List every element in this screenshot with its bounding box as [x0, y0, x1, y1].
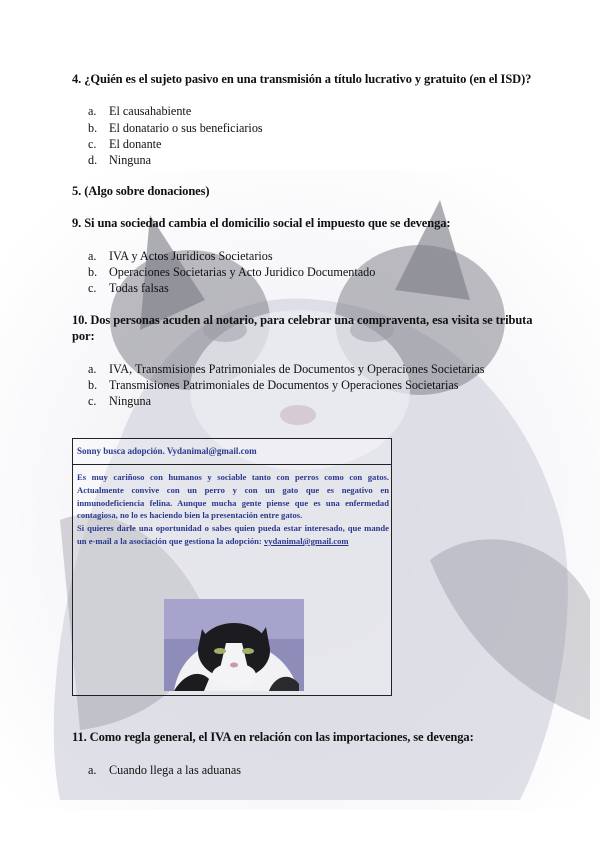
option-letter: c. — [88, 281, 97, 295]
adoption-ad-box — [72, 438, 392, 696]
question-10-option-b — [88, 378, 459, 393]
option-text: Todas falsas — [109, 281, 169, 295]
question-4-title: 4. ¿Quién es el sujeto pasivo en una transmisión a título lucrativo y gratuito (en el ISD)? — [72, 72, 532, 86]
option-letter: a. — [88, 249, 97, 263]
adoption-ad-paragraph-2 — [77, 522, 389, 548]
question-11-title: 11. Como regla general, el IVA en relación con las importaciones, se devenga: — [72, 730, 474, 744]
cat-photo — [164, 599, 304, 691]
question-10-title-line2: por: — [72, 329, 95, 343]
question-11-option-a — [88, 763, 241, 778]
question-10-title-line1: 10. Dos personas acuden al notario, para celebrar una compraventa, esa visita se tributa — [72, 313, 533, 327]
option-letter: c. — [88, 137, 97, 151]
question-9-option-c — [88, 281, 169, 296]
option-letter: a. — [88, 362, 97, 376]
option-text: Transmisiones Patrimoniales de Documentos y Operaciones Societarias — [109, 378, 459, 392]
question-5-title: 5. (Algo sobre donaciones) — [72, 184, 210, 198]
adoption-email-link[interactable]: vydanimal@gmail.com — [263, 535, 349, 546]
option-letter: c. — [88, 394, 97, 408]
question-9-title: 9. Si una sociedad cambia el domicilio social el impuesto que se devenga: — [72, 216, 451, 230]
question-4-option-d — [88, 153, 151, 168]
question-4-option-c — [88, 137, 161, 152]
option-text: Ninguna — [109, 394, 151, 408]
question-9-option-a — [88, 249, 273, 264]
option-letter: b. — [88, 265, 98, 279]
option-letter: a. — [88, 763, 97, 777]
option-letter: b. — [88, 378, 98, 392]
question-10-option-c — [88, 394, 151, 409]
option-text: IVA, Transmisiones Patrimoniales de Documentos y Operaciones Societarias — [109, 362, 485, 376]
option-text: IVA y Actos Juridicos Societarios — [109, 249, 273, 263]
adoption-ad-paragraph-2-text: Si quieres darle una oportunidad o sabes quien pueda estar interesado, que mande un e-mail a la asociación que gestiona la adopción: — [77, 523, 389, 546]
option-text: El donante — [109, 137, 162, 151]
option-letter: a. — [88, 104, 97, 118]
option-text: Operaciones Societarias y Acto Juridico Documentado — [109, 265, 376, 279]
option-text: Cuando llega a las aduanas — [109, 763, 241, 777]
option-letter: b. — [88, 121, 98, 135]
adoption-ad-paragraph-1: Es muy cariñoso con humanos y sociable tanto con perros como con gatos. Actualmente convive con un perro y con un gato que es negativo en inmunodeficiencia felina. Aunque mucha gente piense que es una enfermedad contagiosa, no lo es haciendo bien la presentación entre gatos. — [77, 472, 389, 521]
question-4-option-b — [88, 121, 263, 136]
option-text: El causahabiente — [109, 104, 192, 118]
question-4-option-a — [88, 104, 191, 119]
option-letter: d. — [88, 153, 98, 167]
option-text: Ninguna — [109, 153, 151, 167]
adoption-ad-body — [77, 471, 389, 548]
adoption-ad-title: Sonny busca adopción. Vydanimal@gmail.com — [73, 439, 391, 465]
option-text: El donatario o sus beneficiarios — [109, 121, 263, 135]
question-9-option-b — [88, 265, 375, 280]
question-10-option-a — [88, 362, 485, 377]
